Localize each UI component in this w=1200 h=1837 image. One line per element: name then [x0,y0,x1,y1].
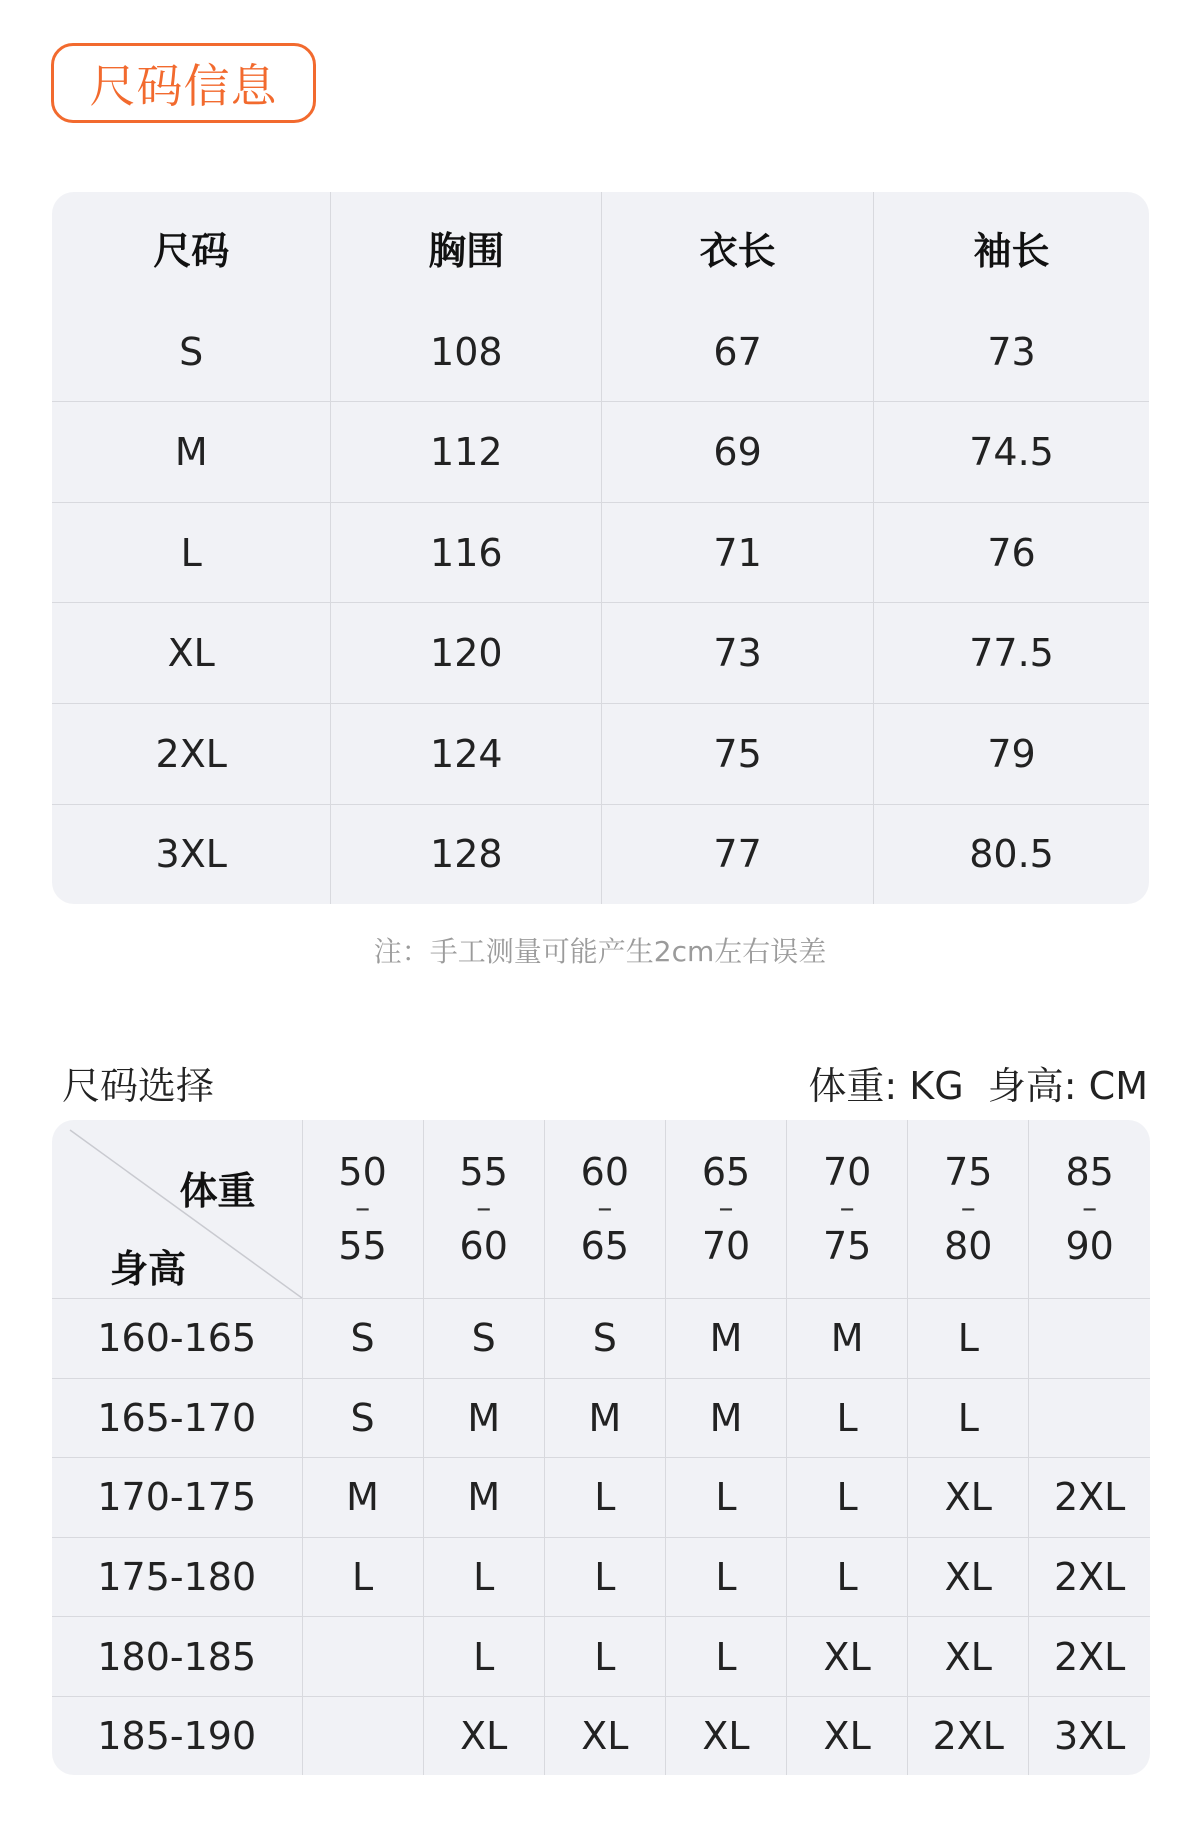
table-cell: XL [52,603,331,704]
size-cell: M [544,1378,665,1458]
height-range-cell: 180-185 [52,1617,302,1697]
weight-min: 75 [944,1150,993,1194]
weight-range-cell [544,1120,665,1299]
size-table [52,192,1149,904]
size-cell: L [544,1617,665,1697]
table-cell: 75 [602,704,874,805]
height-range-cell: 170-175 [52,1458,302,1538]
height-range-cell: 185-190 [52,1696,302,1775]
weight-min: 55 [459,1150,508,1194]
selection-title: 尺码选择 [62,1064,215,1108]
range-dash: – [597,1191,613,1226]
table-row [52,1537,1150,1617]
size-cell: L [787,1537,908,1617]
size-cell: 2XL [1029,1617,1150,1697]
size-cell: L [787,1378,908,1458]
measurement-note: 注：手工测量可能产生2cm左右误差 [373,935,827,968]
weight-header-row [52,1120,1150,1299]
table-row [52,1617,1150,1697]
table-cell: 3XL [52,804,331,904]
table-row [52,502,1149,603]
size-cell: 2XL [1029,1458,1150,1538]
weight-range-cell [423,1120,544,1299]
size-cell: L [544,1458,665,1538]
table-cell: 128 [331,804,602,904]
size-cell: XL [423,1696,544,1775]
size-cell: XL [544,1696,665,1775]
height-range-cell: 160-165 [52,1299,302,1379]
size-cell: S [423,1299,544,1379]
size-cell: 2XL [908,1696,1029,1775]
weight-max: 90 [1065,1224,1114,1268]
table-cell: M [52,402,331,503]
table-cell: 73 [874,302,1149,402]
table-cell: S [52,302,331,402]
size-cell: L [787,1458,908,1538]
weight-range-cell [665,1120,786,1299]
table-cell: 67 [602,302,874,402]
range-dash: – [476,1191,492,1226]
table-row [52,1458,1150,1538]
size-cell: M [787,1299,908,1379]
table-cell: 80.5 [969,832,1054,877]
table-cell: 71 [602,502,874,603]
size-cell: S [302,1378,423,1458]
size-cell: L [665,1537,786,1617]
units-label: 体重: KG 身高: CM [808,1064,1148,1108]
size-cell: L [423,1537,544,1617]
size-cell: L [423,1617,544,1697]
weight-max: 70 [701,1224,751,1268]
weight-max: 75 [822,1224,872,1268]
table-cell: 69 [602,402,874,503]
table-cell: 79 [874,704,1149,805]
table-cell: L [52,502,331,603]
table-cell: 116 [331,502,602,603]
table-cell: 124 [331,704,602,805]
range-dash: – [1082,1191,1098,1226]
weight-max: 60 [459,1224,508,1268]
weight-range-cell [908,1120,1029,1299]
size-cell: XL [908,1458,1029,1538]
size-cell: M [423,1458,544,1538]
table-row [52,1696,1150,1775]
size-cell: M [302,1458,423,1538]
table-row [52,1299,1150,1379]
size-table-header-row [52,192,1149,302]
table-cell: 73 [602,603,874,704]
weight-axis-label: 体重 [179,1169,256,1213]
size-cell: L [302,1537,423,1617]
weight-range-cell [302,1120,423,1299]
size-cell: XL [787,1696,908,1775]
weight-min: 65 [701,1150,751,1194]
weight-min: 70 [822,1150,872,1194]
section-badge: 尺码信息 [51,43,316,123]
height-axis-label: 身高 [110,1247,187,1291]
header-sleeve: 袖长 [973,228,1050,273]
size-cell: XL [665,1696,786,1775]
size-cell [302,1696,423,1775]
weight-min: 50 [338,1150,387,1194]
table-row [52,603,1149,704]
table-row [52,1378,1150,1458]
size-cell [302,1617,423,1697]
size-cell [1029,1299,1150,1379]
size-cell: L [908,1378,1029,1458]
size-cell: M [665,1299,786,1379]
table-row [52,804,1149,904]
size-cell [1029,1378,1150,1458]
weight-min: 60 [580,1150,630,1194]
size-cell: L [908,1299,1029,1379]
size-cell: L [665,1458,786,1538]
table-row [52,402,1149,503]
weight-range-cell [1029,1120,1150,1299]
range-dash: – [839,1191,855,1226]
header-size: 尺码 [52,192,331,302]
table-cell: 108 [331,302,602,402]
header-chest: 胸围 [331,192,602,302]
table-cell: 112 [331,402,602,503]
table-cell: 77.5 [874,603,1149,704]
height-range-cell: 175-180 [52,1537,302,1617]
size-cell: 2XL [1029,1537,1150,1617]
table-row [52,704,1149,805]
size-cell: 3XL [1053,1713,1126,1758]
range-dash: – [355,1191,371,1226]
range-dash: – [718,1191,734,1226]
weight-max: 55 [338,1224,387,1268]
weight-min: 85 [1065,1150,1114,1194]
size-cell: S [302,1299,423,1379]
size-cell: XL [787,1617,908,1697]
corner-cell [52,1120,302,1299]
size-cell: M [665,1378,786,1458]
height-range-cell: 165-170 [52,1378,302,1458]
weight-range-cell [787,1120,908,1299]
size-recommendation-table [52,1120,1150,1775]
size-cell: XL [908,1617,1029,1697]
table-row [52,302,1149,402]
weight-max: 80 [944,1224,993,1268]
size-cell: L [665,1617,786,1697]
table-cell: 74.5 [874,402,1149,503]
table-cell: 120 [331,603,602,704]
size-cell: L [544,1537,665,1617]
weight-max: 65 [580,1224,630,1268]
header-length: 衣长 [602,192,874,302]
range-dash: – [960,1191,976,1226]
size-cell: M [423,1378,544,1458]
table-cell: 76 [874,502,1149,603]
size-cell: XL [908,1537,1029,1617]
size-cell: S [544,1299,665,1379]
table-cell: 77 [602,804,874,904]
table-cell: 2XL [52,704,331,805]
